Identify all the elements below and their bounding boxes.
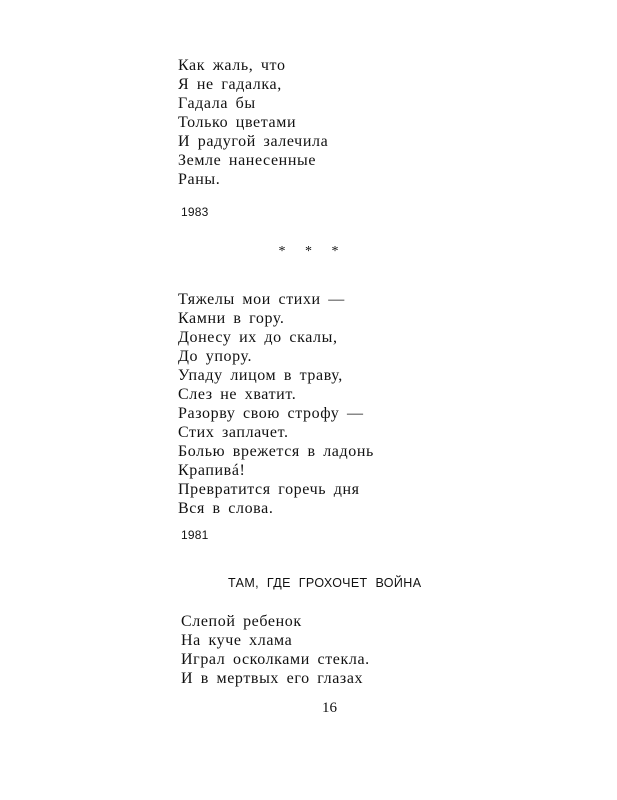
poem-line: И в мертвых его глазах [181, 670, 364, 687]
poem-line: Превратится горечь дня [178, 481, 360, 498]
poem-line: Камни в гору. [178, 310, 285, 327]
poem-line: Слез не хватит. [178, 386, 297, 403]
poem-line: Вся в слова. [178, 500, 274, 517]
poem-line: Тяжелы мои стихи — [178, 291, 345, 308]
poem-line: Стих заплачет. [178, 424, 289, 441]
poem-line: И радугой залечила [178, 133, 329, 150]
poem-line: Крапивá! [178, 462, 246, 479]
poem-1-stanza [178, 56, 328, 189]
poem-line: Раны. [178, 171, 221, 188]
poem-line: До упору. [178, 348, 253, 365]
poem-line: Играл осколками стекла. [181, 651, 370, 668]
poem-line: Земле нанесенные [178, 152, 317, 169]
poem-line: Донесу их до скалы, [178, 329, 338, 346]
poem-line: На куче хлама [181, 632, 293, 649]
poem-line: Упаду лицом в траву, [178, 367, 343, 384]
poem-line: Слепой ребенок [181, 613, 302, 630]
poem-1-year: 1983 [181, 205, 209, 219]
poem-line: Как жаль, что [178, 57, 286, 74]
poem-line: Только цветами [178, 114, 297, 131]
poem-2-year: 1981 [181, 528, 209, 542]
poem-line: Болью врежется в ладонь [178, 443, 374, 460]
poem-line: Разорву свою строфу — [178, 405, 364, 422]
poem-3-title: ТАМ, ГДЕ ГРОХОЧЕТ ВОЙНА [228, 576, 422, 590]
asterisk-divider: * * * [278, 244, 347, 259]
page-number: 16 [322, 700, 337, 716]
poem-3-stanza [181, 612, 370, 688]
poem-2-stanza [178, 290, 374, 518]
poem-line: Гадала бы [178, 95, 256, 112]
poem-line: Я не гадалка, [178, 76, 282, 93]
